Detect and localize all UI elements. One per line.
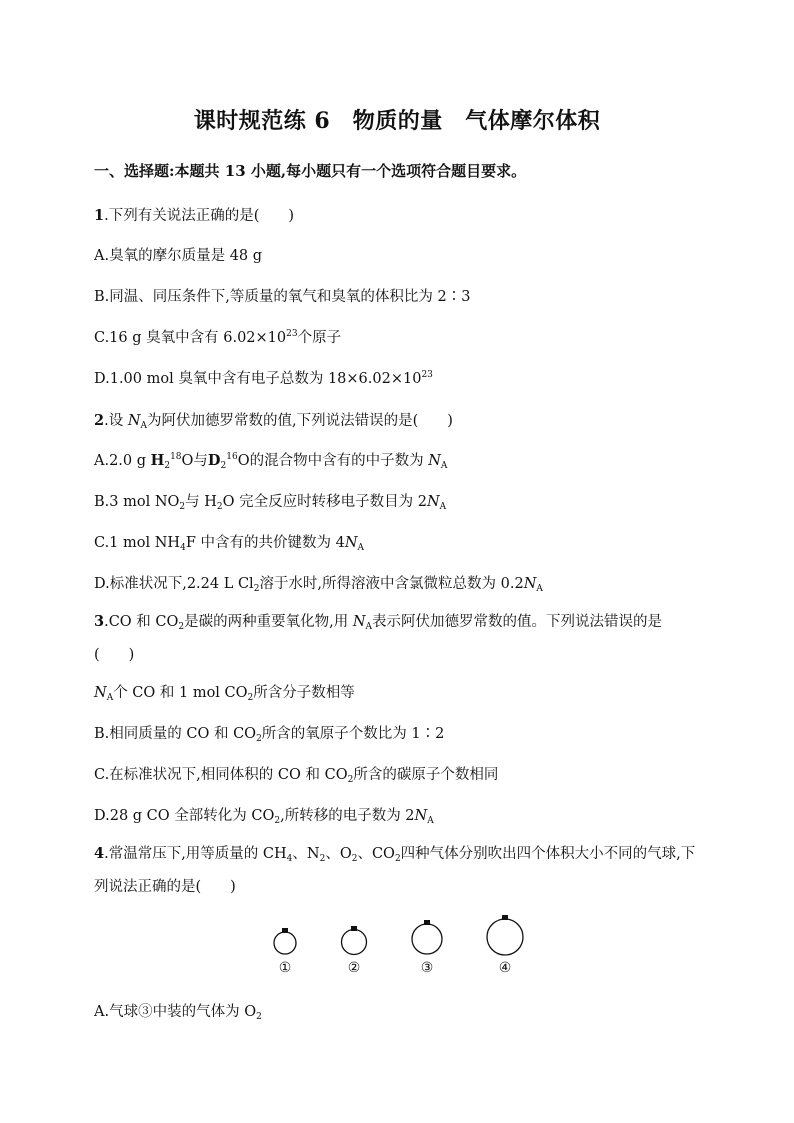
q2-option-d: D.标准状况下,2.24 L $Cl_2$溶于水时,所得溶液中含氯微粒总数为 $0.2N_A$ bbox=[94, 576, 543, 594]
q1-option-a: A.臭氧的摩尔质量是 48 g bbox=[94, 248, 263, 264]
q1-option-b: B.同温、同压条件下,等质量的氧气和臭氧的体积比为 2∶3 bbox=[94, 289, 471, 305]
question-number: 4 bbox=[94, 845, 105, 862]
q2-option-a: A.2.0 g $H_2^{18}O$与$D_2^{16}O$的混合物中含有的中子数为 $N_A$ bbox=[94, 452, 448, 471]
q3-option-d: D.28 g CO 全部转化为 $CO_2$,所转移的电子数为 $2N_A$ bbox=[94, 808, 434, 826]
q1-option-d: D.1.00 mol 臭氧中含有电子总数为 $18\times 6.02\times 10^{23}$ bbox=[94, 370, 433, 387]
balloon-label-1: ① bbox=[278, 960, 292, 976]
q3-option-a: $N_A$个 CO 和 1 mol $CO_2$所含分子数相等 bbox=[94, 685, 355, 703]
question-number: 1 bbox=[94, 207, 105, 224]
balloon-label-2: ② bbox=[347, 960, 361, 976]
balloon-3 bbox=[412, 920, 442, 954]
balloon-4 bbox=[487, 915, 523, 955]
q3-option-c: C.在标准状况下,相同体积的 CO 和 $CO_2$所含的碳原子个数相同 bbox=[94, 767, 499, 785]
balloon-label-3: ③ bbox=[420, 960, 434, 976]
balloon-2 bbox=[342, 926, 367, 955]
q2-option-c: C.1 mol $NH_4F$ 中含有的共价键数为 $4N_A$ bbox=[94, 535, 365, 553]
question-4-stem: 4.常温常压下,用等质量的 $CH_4$、$N_2$、$O_2$、$CO_2$四种气体分别吹出四个体积大小不同的气球,下列说法正确的是( ) bbox=[94, 845, 696, 895]
balloon-label-4: ④ bbox=[498, 960, 512, 976]
question-number: 2 bbox=[94, 412, 105, 429]
question-number: 3 bbox=[94, 613, 105, 630]
q2-option-b: B.3 mol $NO_2$与 $H_2O$ 完全反应时转移电子数目为 $2N_A$ bbox=[94, 494, 447, 512]
page-title: 课时规范练 6 物质的量 气体摩尔体积 bbox=[193, 108, 601, 134]
question-3-stem: 3.CO 和 $CO_2$是碳的两种重要氧化物,用 $N_A$表示阿伏加德罗常数的值。下列说法错误的是( ) bbox=[94, 613, 663, 663]
q1-option-c: C.16 g 臭氧中含有 $6.02\times 10^{23}$个原子 bbox=[94, 329, 342, 346]
balloon-1 bbox=[274, 928, 296, 954]
q4-option-a: A.气球③中装的气体为 $O_2$ bbox=[94, 1004, 262, 1022]
balloon-figure bbox=[262, 912, 532, 982]
question-1-stem: 1.下列有关说法正确的是( ) bbox=[94, 207, 295, 224]
section-header: 一、选择题:本题共 13 小题,每小题只有一个选项符合题目要求。 bbox=[94, 162, 527, 180]
q3-option-b: B.相同质量的 CO 和 $CO_2$所含的氧原子个数比为 1∶2 bbox=[94, 726, 445, 744]
question-2-stem: 2.设 $N_A$为阿伏加德罗常数的值,下列说法错误的是( ) bbox=[94, 412, 453, 431]
